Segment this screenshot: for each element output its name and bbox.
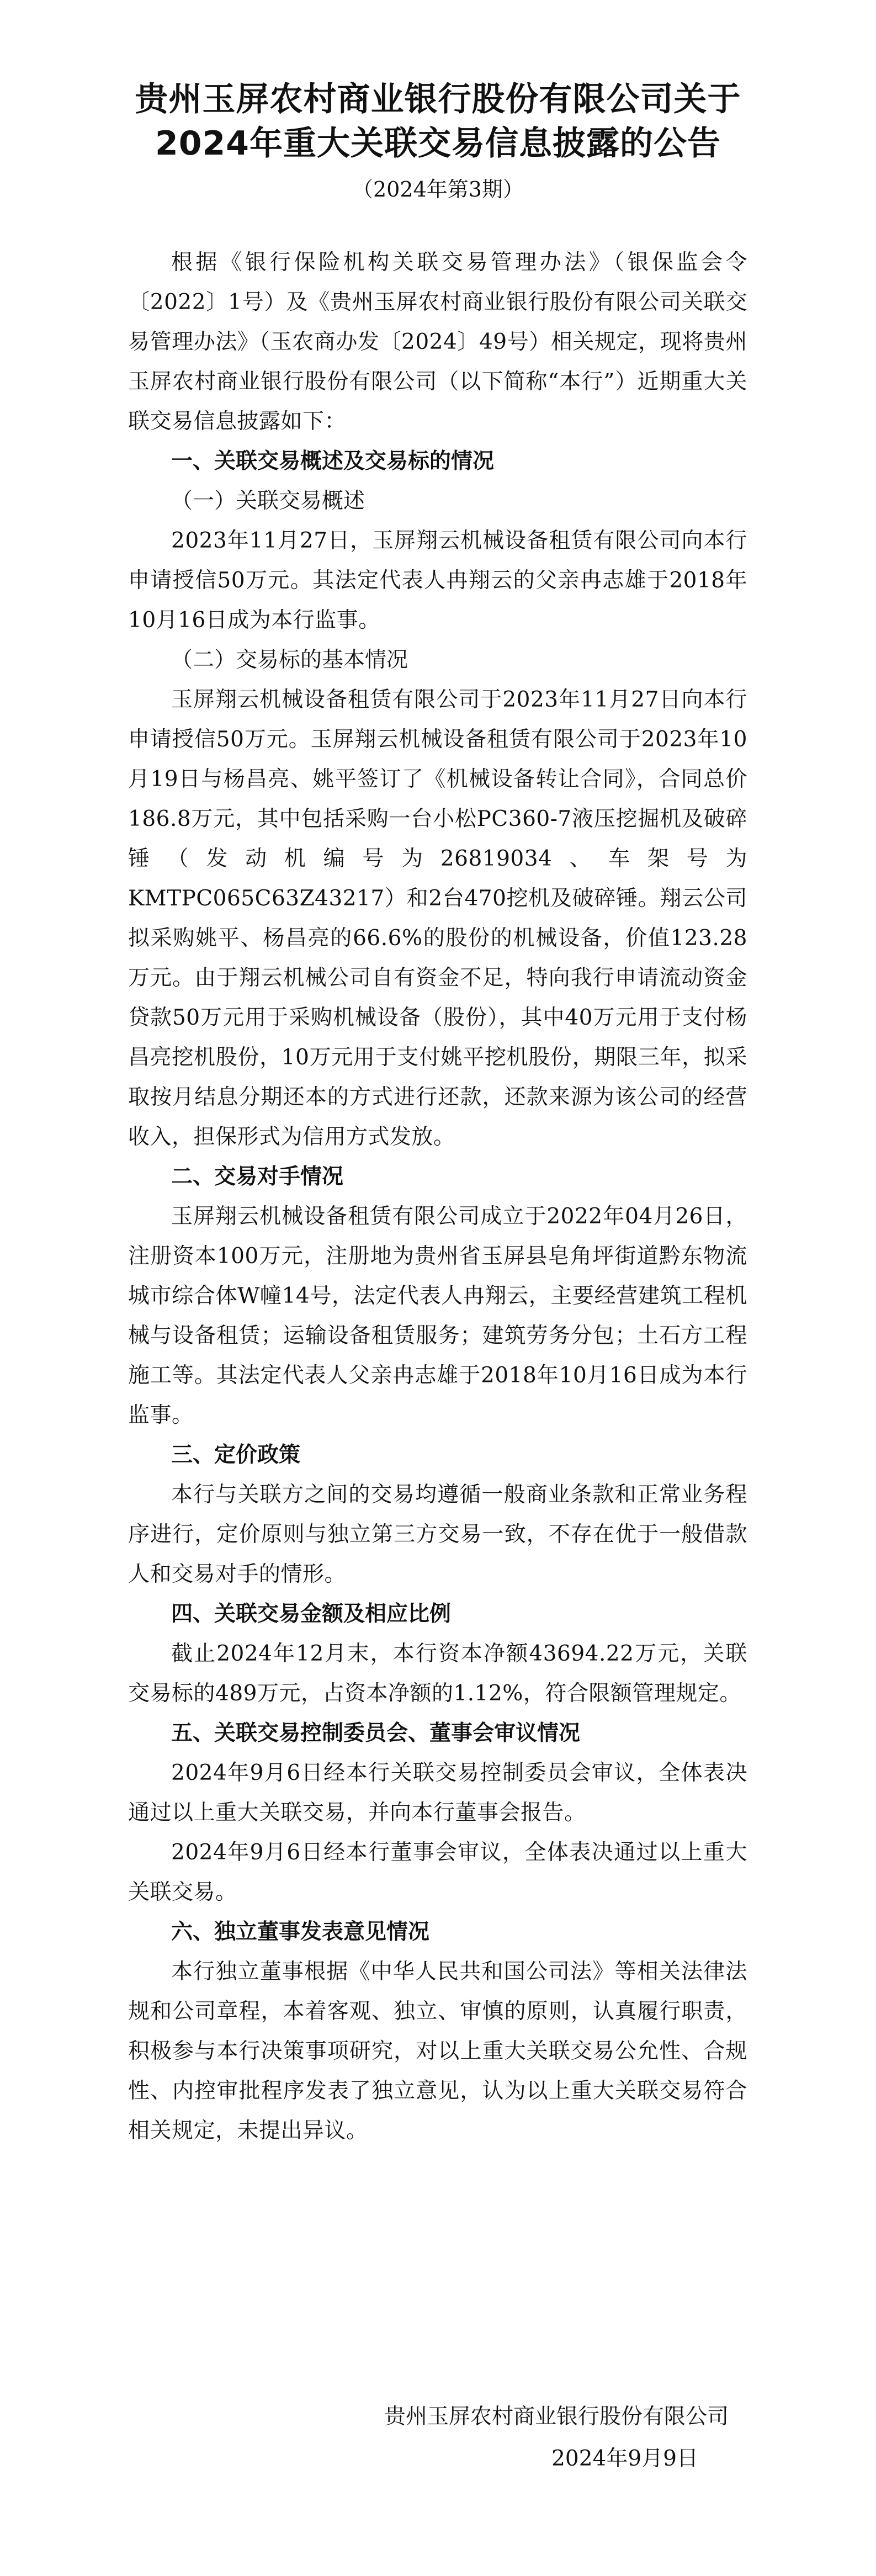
document-title-line-2: 2024年重大关联交易信息披露的公告 [155,124,721,163]
intro-paragraph: 根据《银行保险机构关联交易管理办法》（银保监会令〔2022〕1号）及《贵州玉屏农村商业银行股份有限公司关联交易管理办法》（玉农商办发〔2024〕49号）相关规定，现将贵州玉屏农村商业银行股份有限公司（以下简称“本行”）近期重大关联交易信息披露如下： [128,250,747,434]
section-1-subheading-2: （二）交易标的基本情况 [171,648,408,672]
issue-number: （2024年第3期） [352,177,524,202]
section-1-subheading-1: （一）关联交易概述 [171,489,365,513]
section-1-paragraph-2: 玉屏翔云机械设备租赁有限公司于2023年11月27日向本行申请授信50万元。玉屏翔云机械设备租赁有限公司于2023年10月19日与杨昌亮、姚平签订了《机械设备转让合同》，合同总价186.8万元，其中包括采购一台小松PC360-7液压挖掘机及破碎锤（发动机编号为26819034、车架号为KMTPC065C63Z43217）和2台470挖机及破碎锤。翔云公司拟采购姚平、杨昌亮的66.6%的股份的机械设备，价值123.28万元。由于翔云机械公司自有资金不足，特向我行申请流动资金贷款50万元用于采购机械设备（股份），其中40万元用于支付杨昌亮挖机股份，10万元用于支付姚平挖机股份，期限三年，拟采取按月结息分期还本的方式进行还款，还款来源为该公司的经营收入，担保形式为信用方式发放。 [128,687,747,1149]
section-4-heading: 四、关联交易金额及相应比例 [171,1602,452,1626]
section-2-paragraph: 玉屏翔云机械设备租赁有限公司成立于2022年04月26日，注册资本100万元，注册地为贵州省玉屏县皂角坪街道黔东物流城市综合体W幢14号，法定代表人冉翔云，主要经营建筑工程机械与设备租赁；运输设备租赁服务；建筑劳务分包；土石方工程施工等。其法定代表人父亲冉志雄于2018年10月16日成为本行监事。 [128,1204,747,1428]
signature-organization: 贵州玉屏农村商业银行股份有限公司 [384,2404,729,2429]
section-6-paragraph: 本行独立董事根据《中华人民共和国公司法》等相关法律法规和公司章程，本着客观、独立、审慎的原则，认真履行职责，积极参与本行决策事项研究，对以上重大关联交易公允性、合规性、内控审批程序发表了独立意见，认为以上重大关联交易符合相关规定，未提出异议。 [128,1959,747,2143]
section-4-paragraph: 截止2024年12月末，本行资本净额43694.22万元，关联交易标的489万元，占资本净额的1.12%，符合限额管理规定。 [128,1641,747,1706]
section-3-heading: 三、定价政策 [171,1443,301,1467]
section-5-paragraph-1: 2024年9月6日经本行关联交易控制委员会审议，全体表决通过以上重大关联交易，并向本行董事会报告。 [128,1761,747,1825]
section-5-paragraph-2: 2024年9月6日经本行董事会审议，全体表决通过以上重大关联交易。 [128,1840,747,1905]
section-2-heading: 二、交易对手情况 [171,1164,344,1189]
section-1-heading: 一、关联交易概述及交易标的情况 [171,449,495,474]
section-3-paragraph: 本行与关联方之间的交易均遵循一般商业条款和正常业务程序进行，定价原则与独立第三方交易一致，不存在优于一般借款人和交易对手的情形。 [128,1482,747,1587]
document-title-line-1: 贵州玉屏农村商业银行股份有限公司关于 [135,80,741,119]
section-6-heading: 六、独立董事发表意见情况 [171,1920,430,1944]
signature-date: 2024年9月9日 [551,2446,698,2471]
document-body [128,243,747,2151]
section-1-paragraph-1: 2023年11月27日，玉屏翔云机械设备租赁有限公司向本行申请授信50万元。其法定代表人冉翔云的父亲冉志雄于2018年10月16日成为本行监事。 [128,528,747,633]
section-5-heading: 五、关联交易控制委员会、董事会审议情况 [171,1721,581,1746]
